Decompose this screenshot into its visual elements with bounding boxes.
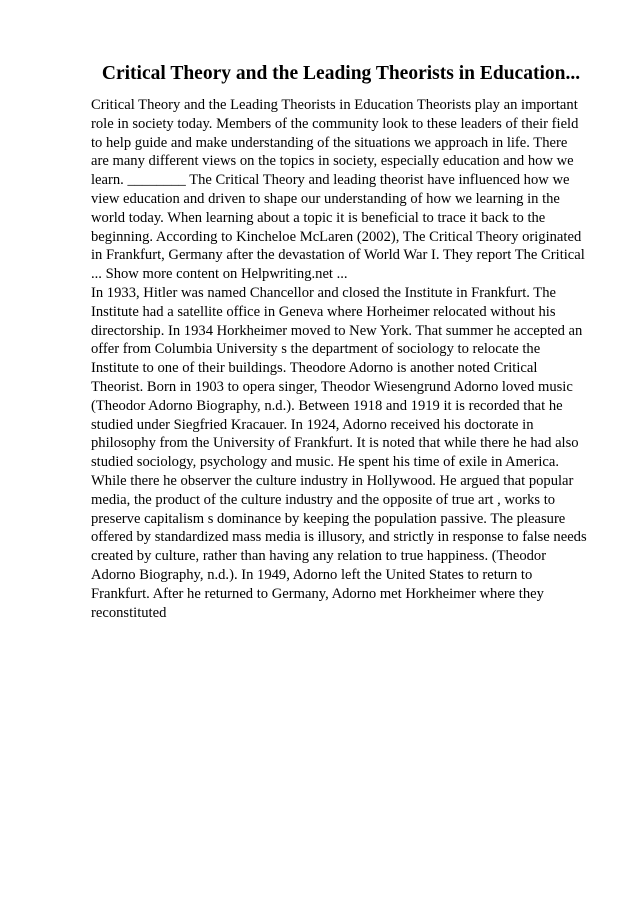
body-paragraph-1: Critical Theory and the Leading Theorists in Education Theorists play an important role in society today. Members of the community look to these leaders of their field to help guide and make understanding of the situations we approach in life. There are many different views on the topics in society, especially education and how we learn. ________ The Critical Theory and leading theorist have influenced how we view education and driven to shape our understanding of how we learning in the world today. When learning about a topic it is beneficial to trace it back to the beginning. According to Kincheloe McLaren (2002), The Critical Theory originated in Frankfurt, Germany after the devastation of World War I. They report The Critical ... Show more content on Helpwriting.net ... — [91, 97, 585, 283]
page-title: Critical Theory and the Leading Theorists in Education... — [101, 63, 581, 84]
document-page — [91, 62, 591, 622]
body-paragraph-2: In 1933, Hitler was named Chancellor and closed the Institute in Frankfurt. The Institute had a satellite office in Geneva where Horheimer relocated without his directorship. In 1934 Horkheimer moved to New York. That summer he accepted an offer from Columbia University s the department of sociology to relocate the Institute to one of their buildings. Theodore Adorno is another noted Critical Theorist. Born in 1903 to opera singer, Theodor Wiesengrund Adorno loved music (Theodor Adorno Biography, n.d.). Between 1918 and 1919 it is recorded that he studied under Siegfried Kracauer. In 1924, Adorno received his doctorate in philosophy from the University of Frankfurt. It is noted that while there he had also studied sociology, psychology and music. He spent his time of exile in America. While there he observer the culture industry in Hollywood. He argued that popular media, the product of the culture industry and the opposite of true art , works to preserve capitalism s dominance by keeping the population passive. The pleasure offered by standardized mass media is illusory, and strictly in response to false needs created by culture, rather than having any relation to true happiness. (Theodor Adorno Biography, n.d.). In 1949, Adorno left the United States to return to Frankfurt. After he returned to Germany, Adorno met Horkheimer where they reconstituted — [91, 284, 587, 621]
